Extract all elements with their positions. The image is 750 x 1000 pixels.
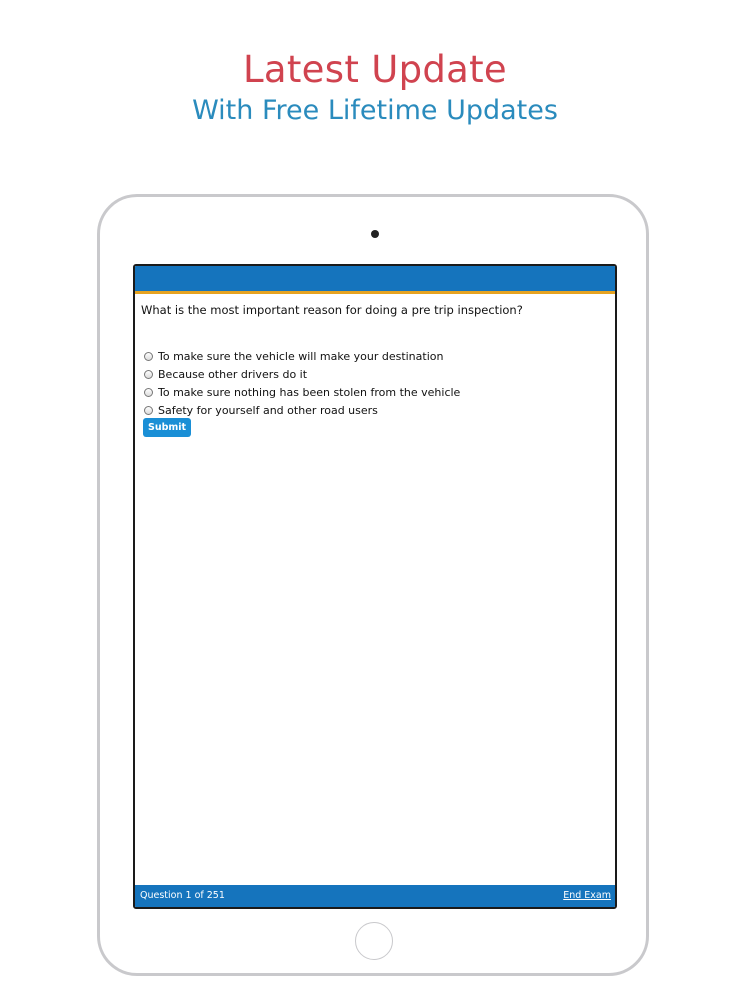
exam-screen xyxy=(133,264,617,909)
radio-icon[interactable] xyxy=(144,406,153,415)
answer-option-label: To make sure nothing has been stolen from the vehicle xyxy=(158,385,461,399)
answer-option-label: Because other drivers do it xyxy=(158,367,308,381)
radio-icon[interactable] xyxy=(144,370,153,379)
answer-options xyxy=(144,347,460,419)
footer-bar xyxy=(135,885,615,907)
header-bar xyxy=(135,266,615,294)
end-exam-link[interactable]: End Exam xyxy=(563,890,611,901)
promo-subtitle: With Free Lifetime Updates xyxy=(192,95,558,126)
home-button-icon[interactable] xyxy=(355,922,393,960)
answer-option[interactable] xyxy=(144,365,460,383)
answer-option[interactable] xyxy=(144,347,460,365)
question-text: What is the most important reason for doing a pre trip inspection? xyxy=(141,303,523,317)
radio-icon[interactable] xyxy=(144,388,153,397)
answer-option-label: To make sure the vehicle will make your destination xyxy=(158,349,444,363)
answer-option[interactable] xyxy=(144,401,460,419)
submit-button[interactable]: Submit xyxy=(143,418,191,437)
promo-title: Latest Update xyxy=(242,48,507,91)
camera-icon xyxy=(371,230,379,238)
question-counter: Question 1 of 251 xyxy=(140,890,225,901)
radio-icon[interactable] xyxy=(144,352,153,361)
answer-option-label: Safety for yourself and other road users xyxy=(158,403,378,417)
answer-option[interactable] xyxy=(144,383,460,401)
